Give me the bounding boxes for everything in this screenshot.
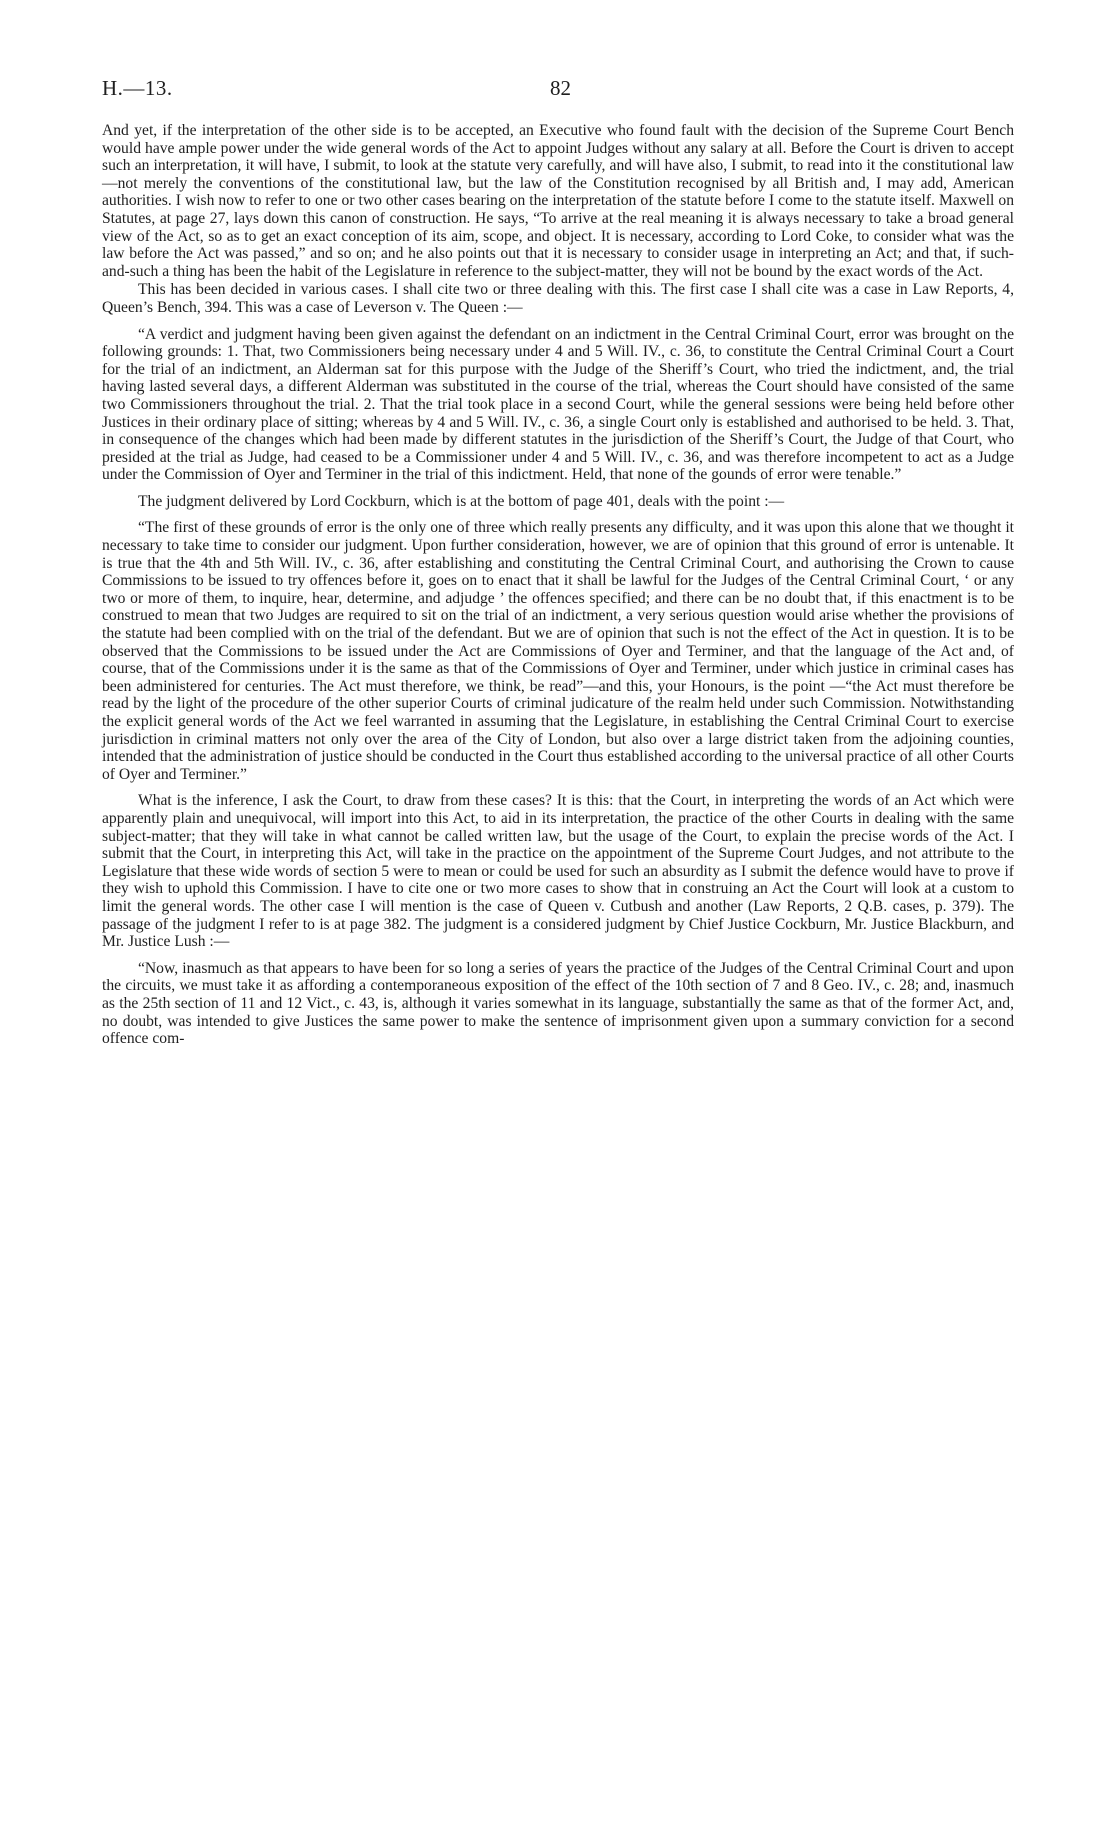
quote-cockburn-judgment: “The first of these grounds of error is the only one of three which really presents any difficulty, and it was upon this alone that we thought it necessary to take time to consider our judgment. Upon further consideration, however, we are of opinion that this ground of error is untenable. It is true that the 4th and 5th Will. IV., c. 36, after establishing and constituting the Central Criminal Court, and authorising the Crown to cause Commissions to be issued to try offences before it, goes on to enact that it shall be lawful for the Judges of the Central Criminal Court, ‘ or any two or more of them, to inquire, hear, determine, and adjudge ’ the offences specified; and there can be no doubt that, if this enactment is to be construed to mean that two Judges are required to sit on the trial of an indictment, a very serious question would arise whether the provisions of the statute had been complied with on the trial of the defendant. But we are of opinion that such is not the effect of the Act in question. It is to be observed that the Commissions to be issued under the Act are Commissions of Oyer and Terminer, and that the language of the Act and, of course, that of the Commissions under it is the same as that of the Commissions of Oyer and Terminer, under which justice in criminal cases has been administered for centuries. The Act must therefore, we think, be read”—and this, your Honours, is the point —“the Act must therefore be read by the light of the procedure of the other superior Courts of criminal judicature of the realm held under such Commission. Notwithstanding the explicit general words of the Act we feel warranted in assuming that the Legislature, in establishing the Central Criminal Court to exercise jurisdiction in criminal matters not only over the area of the City of London, but also over a large district taken from the adjoining counties, intended that the administration of justice should be conducted in the Court thus established according to the universal practice of all other Courts of Oyer and Terminer.”: [102, 519, 1014, 783]
paragraph-cockburn-judgment-intro: The judgment delivered by Lord Cockburn, which is at the bottom of page 401, deals with the point :—: [138, 492, 785, 510]
body-text: [102, 121, 1014, 1057]
paragraph-inference: What is the inference, I ask the Court, to draw from these cases? It is this: that the Court, in interpreting the words of an Act which were apparently plain and unequivocal, will import into this Act, to aid in its interpretation, the practice of the other Courts in dealing with the same subject-matter; that they will take in what cannot be called written law, but the usage of the Court, to explain the precise words of the Act. I submit that the Court, in interpreting this Act, will take in the practice on the appointment of the Supreme Court Judges, and not attribute to the Legislature that these wide words of section 5 were to mean or could be used for such an absurdity as I submit the defence would have to prove if they wish to uphold this Commission. I have to cite one or two more cases to show that in construing an Act the Court will look at a custom to limit the general words. The other case I will mention is the case of Queen v. Cutbush and another (Law Reports, 2 Q.B. cases, p. 379). The passage of the judgment I refer to is at page 382. The judgment is a considered judgment by Chief Justice Cockburn, Mr. Justice Blackburn, and Mr. Justice Lush :—: [102, 792, 1014, 951]
quote-cutbush-judgment: “Now, inasmuch as that appears to have been for so long a series of years the practice of the Judges of the Central Criminal Court and upon the circuits, we must take it as affording a contemporaneous exposition of the effect of the 10th section of 7 and 8 Geo. IV., c. 28; and, inasmuch as the 25th section of 11 and 12 Vict., c. 43, is, although it varies somewhat in its language, substantially the same as that of the former Act, and, no doubt, was intended to give Justices the same power to make the sentence of imprisonment given upon a summary conviction for a second offence com-: [102, 959, 1014, 1048]
paragraph-constitutional-argument: And yet, if the interpretation of the other side is to be accepted, an Executive who found fault with the decision of the Supreme Court Bench would have ample power under the wide general words of the Act to appoint Judges without any salary at all. Before the Court is driven to accept such an interpretation, it will have, I submit, to look at the statute very carefully, and will have also, I submit, to read into it the constitutional law—not merely the conventions of the constitutional law, but the law of the Constitution recognised by all British and, I may add, American authorities. I wish now to refer to one or two other cases bearing on the interpretation of the statute before I come to the statute itself. Maxwell on Statutes, at page 27, lays down this canon of construction. He says, “To arrive at the real meaning it is always necessary to take a broad general view of the Act, so as to get an exact conception of its aim, scope, and object. It is necessary, according to Lord Coke, to consider what was the law before the Act was passed,” and so on; and he also points out that it is necessary to consider usage in interpreting an Act; and that, if such-and-such a thing has been the habit of the Legislature in reference to the subject-matter, they will not be bound by the exact words of the Act.: [102, 122, 1014, 280]
quote-leverson-headnote: “A verdict and judgment having been given against the defendant on an indictment in the Central Criminal Court, error was brought on the following grounds: 1. That, two Commissioners being necessary under 4 and 5 Will. IV., c. 36, to constitute the Central Criminal Court a Court for the trial of an indictment, an Alderman sat for this purpose with the Judge of the Sheriff’s Court, who tried the indictment, and, the trial having lasted several days, a different Alderman was substituted in the course of the trial, whereas the Court should have consisted of the same two Commissioners throughout the trial. 2. That the trial took place in a second Court, while the general sessions were being held before other Justices in their ordinary place of sitting; whereas by 4 and 5 Will. IV., c. 36, a single Court only is established and authorised to be held. 3. That, in consequence of the changes which had been made by different statutes in the jurisdiction of the Sheriff’s Court, the Judge of that Court, who presided at the trial as Judge, had ceased to be a Commissioner under 4 and 5 Will. IV., c. 36, and was therefore incompetent to act as a Judge under the Commission of Oyer and Terminer in the trial of this indictment. Held, that none of the gounds of error were tenable.”: [102, 325, 1014, 484]
page-header: [102, 76, 1014, 106]
page-number: 82: [550, 76, 571, 100]
document-reference: H.—13.: [102, 76, 173, 100]
paragraph-cases-intro: This has been decided in various cases. I shall cite two or three dealing with this. The first case I shall cite was a case in Law Reports, 4, Queen’s Bench, 394. This was a case of Leverson v. The Queen :—: [102, 281, 1014, 316]
